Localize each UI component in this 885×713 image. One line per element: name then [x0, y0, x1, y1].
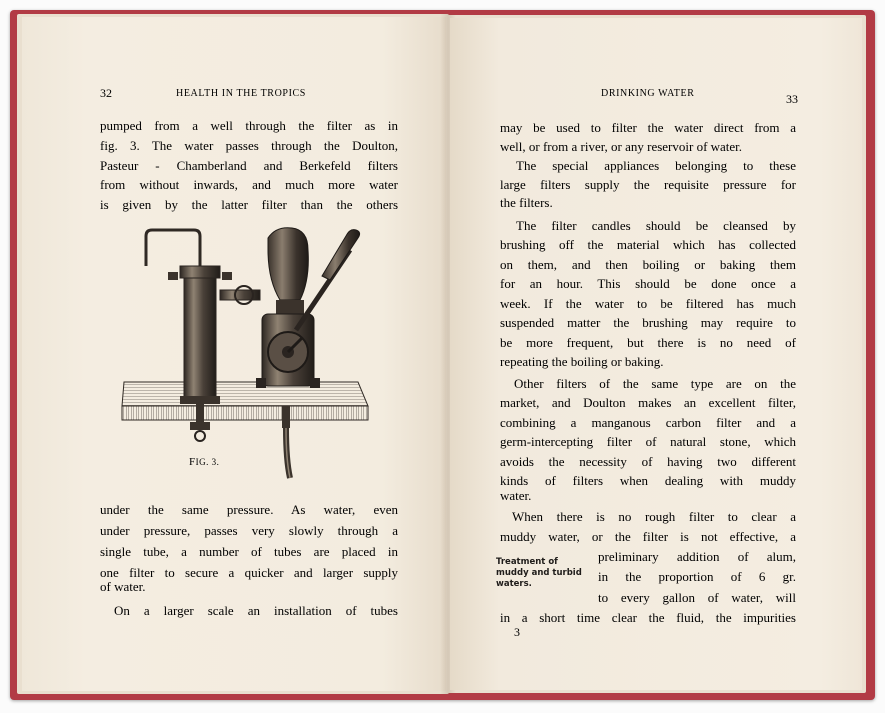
right-page-number: 33	[786, 92, 798, 106]
text-line: from without inwards, and much more water	[100, 177, 398, 192]
text-line: Pasteur - Chamberland and Berkefeld filters	[100, 158, 398, 173]
text-line: the filters.	[500, 195, 553, 210]
sidenote-line: muddy and turbid	[496, 568, 582, 578]
text-line: be more frequent, but there is no need of	[500, 335, 796, 350]
text-line: On a larger scale an installation of tubes	[114, 603, 398, 618]
figure-caption	[189, 456, 219, 468]
text-line: repeating the boiling or baking.	[500, 354, 664, 369]
left-page-number: 32	[100, 86, 112, 100]
figure-caption-initial: F	[189, 456, 196, 468]
text-line: combining a manganous carbon filter and a	[500, 415, 796, 430]
text-line: is given by the latter filter than the others	[100, 197, 398, 212]
text-line: The special appliances belonging to these	[516, 158, 796, 173]
margin-sidenote	[496, 557, 592, 590]
text-line: brushing off the material which has collected	[500, 237, 796, 252]
text-line: Other filters of the same type are on the	[514, 376, 796, 391]
text-line: market, and Doulton makes an excellent filter,	[500, 395, 796, 410]
text-line: large filters supply the requisite pressure for	[500, 177, 796, 192]
text-line: kinds of filters when dealing with muddy	[500, 473, 796, 488]
text-line: in the proportion of 6 gr.	[598, 569, 796, 584]
text-line: single tube, a number of tubes are placed in	[100, 544, 398, 559]
text-line: may be used to filter the water direct from a	[500, 120, 796, 135]
text-line: well, or from a river, or any reservoir of water.	[500, 139, 743, 154]
filter-apparatus-illustration	[96, 210, 386, 480]
text-line: avoids the necessity of having two different	[500, 454, 796, 469]
text-line: muddy water, or the filter is not effective, a	[500, 529, 796, 544]
text-line: suspended matter the brushing may require to	[500, 315, 796, 330]
left-running-head: HEALTH IN THE TROPICS	[176, 88, 306, 99]
figure-caption-text: IG. 3.	[195, 457, 220, 467]
sidenote-line: Treatment of	[496, 557, 558, 567]
text-line: germ-intercepting filter of natural stone, which	[500, 434, 796, 449]
text-line: fig. 3. The water passes through the Doulton,	[100, 138, 398, 153]
text-line: When there is no rough filter to clear a	[512, 509, 796, 524]
text-line: for an hour. This should be done once a	[500, 276, 796, 291]
text-line: of water.	[100, 579, 146, 594]
text-line: one filter to secure a quicker and larger supply	[100, 565, 398, 580]
text-line: on them, and then boiling or baking them	[500, 257, 796, 272]
text-line: to every gallon of water, will	[598, 590, 796, 605]
text-line: pumped from a well through the filter as in	[100, 118, 398, 133]
text-line: under pressure, passes very slowly through a	[100, 523, 398, 538]
text-line: under the same pressure. As water, even	[100, 502, 398, 517]
text-line: in a short time clear the fluid, the impurities	[500, 610, 796, 625]
text-line: week. If the water to be filtered has much	[500, 296, 796, 311]
text-line: preliminary addition of alum,	[598, 549, 796, 564]
text-line: water.	[500, 488, 532, 503]
sidenote-line: waters.	[496, 579, 532, 589]
signature-mark: 3	[514, 625, 520, 639]
right-running-head: DRINKING WATER	[601, 88, 695, 99]
text-line: The filter candles should be cleansed by	[516, 218, 796, 233]
